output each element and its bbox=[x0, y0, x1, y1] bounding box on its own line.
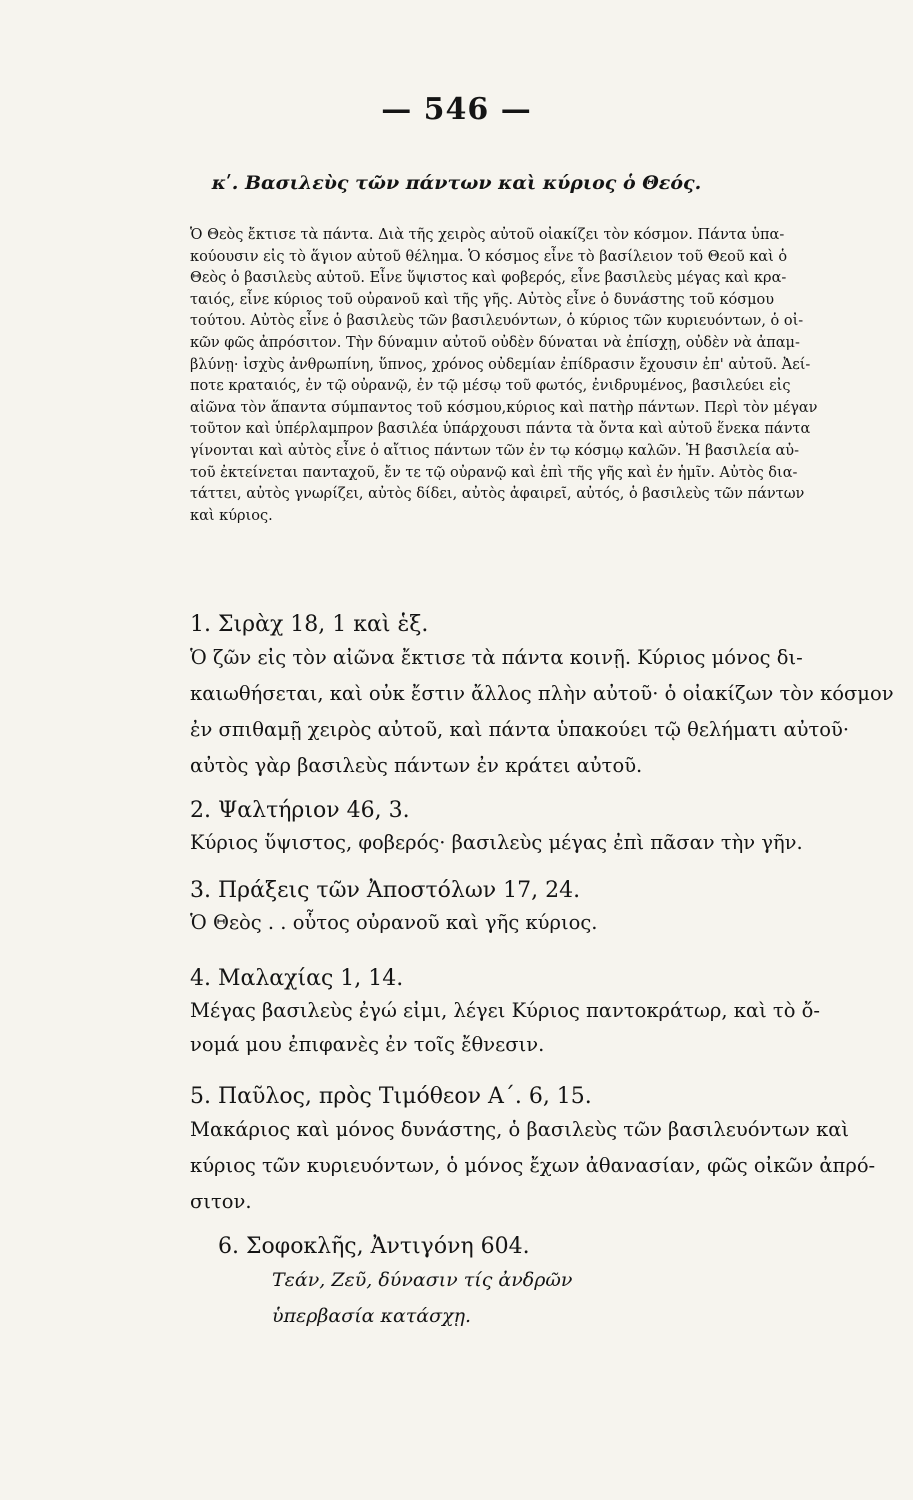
verse-line: ὑπερβασία κατάσχῃ. bbox=[272, 1305, 472, 1327]
quote-line: Ὁ Θεὸς . . οὗτος οὐρανοῦ καὶ γῆς κύριος. bbox=[190, 911, 598, 934]
verse-line: Τεάν, Ζεῦ, δύνασιν τίς ἀνδρῶν bbox=[272, 1269, 573, 1291]
quote-entry-malachi bbox=[190, 964, 880, 1062]
quote-entry-sirach bbox=[190, 610, 894, 784]
intro-line: κούουσιν εἰς τὸ ἅγιον αὐτοῦ θέλημα. Ὁ κόσμος εἶνε τὸ βασίλειον τοῦ Θεοῦ καὶ ὁ bbox=[190, 248, 788, 265]
quote-reference: 2. Ψαλτήριον 46, 3. bbox=[190, 798, 410, 823]
intro-line: ταιός, εἶνε κύριος τοῦ οὐρανοῦ καὶ τῆς γῆς. Αὐτὸς εἶνε ὁ δυνάστης τοῦ κόσμου bbox=[190, 291, 775, 308]
intro-line: τοῦτον καὶ ὑπέρλαμπρον βασιλέα ὑπάρχουσι πάντα τὰ ὄντα καὶ αὐτοῦ ἕνεκα πάντα bbox=[190, 421, 811, 438]
quote-line: ἐν σπιθαμῇ χειρὸς αὐτοῦ, καὶ πάντα ὑπακούει τῷ θελήματι αὐτοῦ· bbox=[190, 718, 850, 741]
quote-line: Μακάριος καὶ μόνος δυνάστης, ὁ βασιλεὺς τῶν βασιλευόντων καὶ bbox=[190, 1118, 850, 1141]
intro-line: κῶν φῶς ἀπρόσιτον. Τὴν δύναμιν αὐτοῦ οὐδὲν δύναται νὰ ἐπίσχῃ, οὐδὲν νὰ ἀπαμ- bbox=[190, 334, 800, 351]
intro-line: καὶ κύριος. bbox=[190, 507, 273, 524]
quote-entry-psalter bbox=[190, 796, 880, 860]
intro-line: Θεὸς ὁ βασιλεὺς αὐτοῦ. Εἶνε ὕψιστος καὶ φοβερός, εἶνε βασιλεὺς μέγας καὶ κρα- bbox=[190, 270, 787, 287]
quote-reference: 3. Πράξεις τῶν Ἀποστόλων 17, 24. bbox=[190, 878, 581, 903]
quote-line: Μέγας βασιλεὺς ἐγώ εἰμι, λέγει Κύριος παντοκράτωρ, καὶ τὸ ὄ- bbox=[190, 999, 820, 1022]
section-title: κʹ. Βασιλεὺς τῶν πάντων καὶ κύριος ὁ Θεός. bbox=[211, 172, 702, 194]
intro-line: αἰῶνα τὸν ἅπαντα σύμπαντος τοῦ κόσμου,κύριος καὶ πατὴρ πάντων. Περὶ τὸν μέγαν bbox=[190, 399, 818, 416]
intro-line: τάττει, αὐτὸς γνωρίζει, αὐτὸς δίδει, αὐτὸς ἀφαιρεῖ, αὐτός, ὁ βασιλεὺς τῶν πάντων bbox=[190, 486, 805, 503]
quote-line: Ὁ ζῶν εἰς τὸν αἰῶνα ἔκτισε τὰ πάντα κοινῇ. Κύριος μόνος δι- bbox=[190, 646, 803, 669]
intro-paragraph bbox=[190, 225, 880, 527]
quote-entry-paul bbox=[190, 1082, 880, 1220]
intro-line: γίνονται καὶ αὐτὸς εἶνε ὁ αἴτιος πάντων τῶν ἐν τῳ κόσμῳ καλῶν. Ἡ βασιλεία αὐ- bbox=[190, 442, 799, 459]
intro-line: ποτε κραταιός, ἐν τῷ οὐρανῷ, ἐν τῷ μέσῳ τοῦ φωτός, ἐνιδρυμένος, βασιλεύει εἰς bbox=[190, 378, 791, 395]
quote-reference: 1. Σιρὰχ 18, 1 καὶ ἑξ. bbox=[190, 612, 429, 637]
quote-line: Κύριος ὕψιστος, φοβερός· βασιλεὺς μέγας ἐπὶ πᾶσαν τὴν γῆν. bbox=[190, 831, 803, 854]
quote-line: νομά μου ἐπιφανὲς ἐν τοῖς ἔθνεσιν. bbox=[190, 1033, 545, 1056]
page-number: — 546 — bbox=[381, 92, 532, 127]
intro-line: τούτου. Αὐτὸς εἶνε ὁ βασιλεὺς τῶν βασιλευόντων, ὁ κύριος τῶν κυριευόντων, ὁ οἰ- bbox=[190, 313, 804, 330]
quote-line: κύριος τῶν κυριευόντων, ὁ μόνος ἔχων ἀθανασίαν, φῶς οἰκῶν ἀπρό- bbox=[190, 1154, 876, 1177]
intro-line: τοῦ ἐκτείνεται πανταχοῦ, ἔν τε τῷ οὐρανῷ καὶ ἐπὶ τῆς γῆς καὶ ἐν ἡμῖν. Αὐτὸς δια- bbox=[190, 464, 798, 481]
quote-reference: 6. Σοφοκλῆς, Ἀντιγόνη 604. bbox=[218, 1234, 530, 1259]
quote-line: σιτον. bbox=[190, 1190, 252, 1213]
intro-line: βλύνῃ· ἰσχὺς ἀνθρωπίνη, ὕπνος, χρόνος οὐδεμίαν ἐπίδρασιν ἔχουσιν ἐπ' αὐτοῦ. Ἀεί- bbox=[190, 356, 811, 373]
quote-line: αὐτὸς γὰρ βασιλεὺς πάντων ἐν κράτει αὐτοῦ. bbox=[190, 754, 643, 777]
quote-entry-acts bbox=[190, 876, 880, 940]
quote-line: καιωθήσεται, καὶ οὐκ ἔστιν ἄλλος πλὴν αὐτοῦ· ὁ οἰακίζων τὸν κόσμον bbox=[190, 682, 894, 705]
quote-reference: 5. Παῦλος, πρὸς Τιμόθεον Α΄. 6, 15. bbox=[190, 1084, 592, 1109]
intro-line: Ὁ Θεὸς ἔκτισε τὰ πάντα. Διὰ τῆς χειρὸς αὐτοῦ οἰακίζει τὸν κόσμον. Πάντα ὑπα- bbox=[190, 227, 785, 243]
quote-entry-sophocles bbox=[218, 1232, 908, 1334]
quote-reference: 4. Μαλαχίας 1, 14. bbox=[190, 966, 404, 991]
